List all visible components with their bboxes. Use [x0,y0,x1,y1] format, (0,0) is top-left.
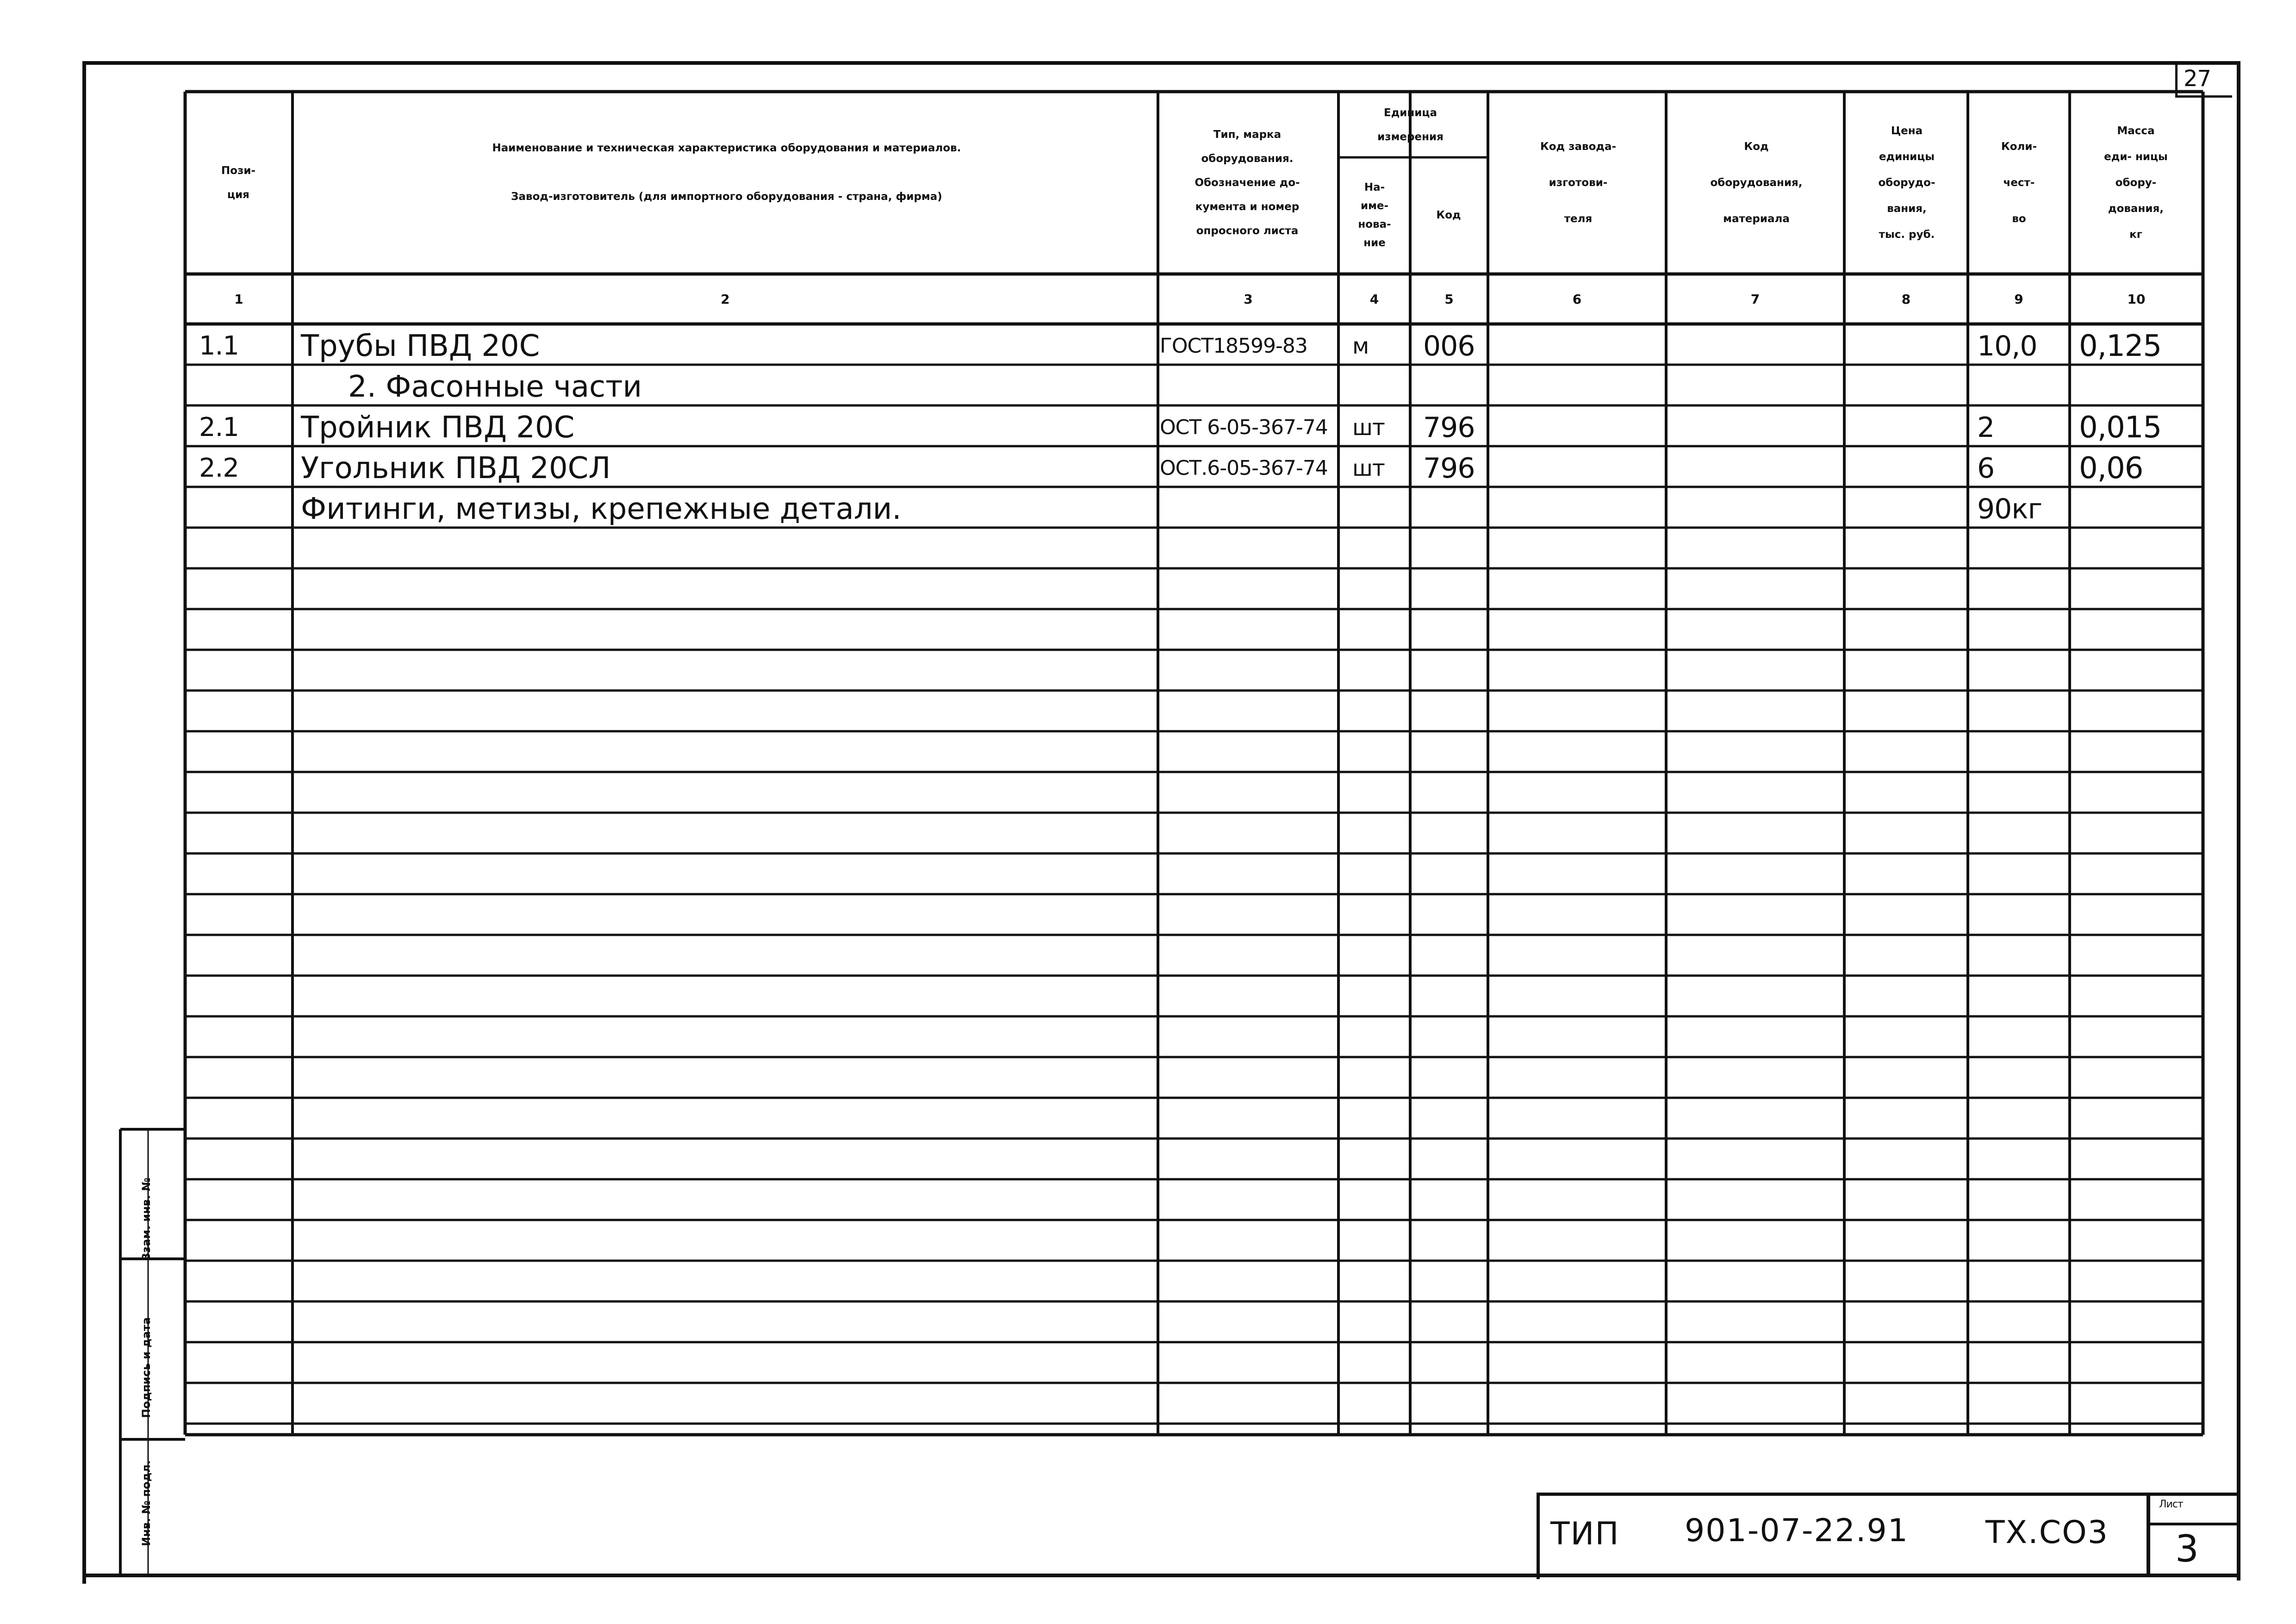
row-unit-code: 796 [1423,411,1475,444]
side-label-signature-date: Подпись и дата [140,1317,153,1418]
row-name: Фитинги, метизы, крепежные детали. [301,492,902,526]
header-type-doc: Тип, марка оборудования. Обозначение до- кумента и номер опросного листа [1195,129,1300,237]
row-unit-name: шт [1352,455,1385,481]
row-name: Трубы ПВД 20С [301,329,540,363]
header-position: Пози- ция [221,165,256,201]
column-number: 1 [234,291,243,307]
header-unit-name: На- име- нова- ние [1358,181,1391,249]
row-document: ОСТ.6-05-367-74 [1160,456,1328,480]
column-number: 10 [2127,291,2146,307]
row-unit-code: 796 [1423,452,1475,485]
row-document: ГОСТ18599-83 [1160,334,1307,358]
row-quantity: 6 [1977,452,1995,485]
header-name-line1: Наименование и техническая характеристика оборудования и материалов. [492,142,961,154]
row-unit-code: 006 [1423,330,1475,362]
row-name: 2. Фасонные части [348,370,642,404]
row-position: 2.1 [199,412,239,442]
header-mass: Масса еди- ницы обору- дования, кг [2104,125,2168,241]
header-quantity: Коли- чест- во [2001,141,2037,225]
row-quantity: 2 [1977,411,1995,444]
designation-section: ТХ.СО3 [1985,1514,2109,1551]
row-mass: 0,015 [2079,411,2162,445]
header-unit-code: Код [1436,209,1461,221]
sheet-label: Лист [2159,1499,2183,1510]
row-quantity: 10,0 [1977,330,2037,362]
row-mass: 0,125 [2079,329,2162,363]
row-mass: 0,06 [2079,451,2143,485]
column-number: 7 [1750,291,1760,307]
column-number: 4 [1369,291,1379,307]
row-name: Угольник ПВД 20СЛ [301,451,611,485]
row-quantity: 90кг [1977,493,2042,525]
column-number: 2 [721,291,730,307]
row-document: ОСТ 6-05-367-74 [1160,416,1328,439]
side-label-inv-no: Взам. инв. № [140,1177,153,1262]
side-label-inv-no-original: Инв. № подл. [140,1460,153,1546]
header-equipment-code: Код оборудования, материала [1710,141,1803,225]
column-number: 5 [1444,291,1454,307]
row-position: 1.1 [199,331,239,361]
sheet-number: 3 [2175,1527,2200,1570]
title-block-sheet-box [2147,1493,2150,1576]
column-number: 9 [2014,291,2023,307]
header-manufacturer-code: Код завода- изготови- теля [1540,141,1617,225]
header-name-line2: Завод-изготовитель (для импортного оборудования - страна, фирма) [511,191,942,203]
row-unit-name: м [1352,333,1369,359]
column-number: 3 [1244,291,1253,307]
page-number: 27 [2184,66,2211,92]
header-unit-group: Единица измерения [1377,107,1444,143]
title-block-sheet-divider [2150,1523,2237,1525]
header-unit-price: Цена единицы оборудо- вания, тыс. руб. [1878,125,1935,241]
designation-prefix: ТИП [1550,1516,1620,1552]
column-number: 6 [1572,291,1582,307]
column-number: 8 [1901,291,1911,307]
row-position: 2.2 [199,453,239,483]
designation-code: 901-07-22.91 [1685,1512,1909,1549]
row-name: Тройник ПВД 20С [301,411,575,445]
row-unit-name: шт [1352,415,1385,441]
